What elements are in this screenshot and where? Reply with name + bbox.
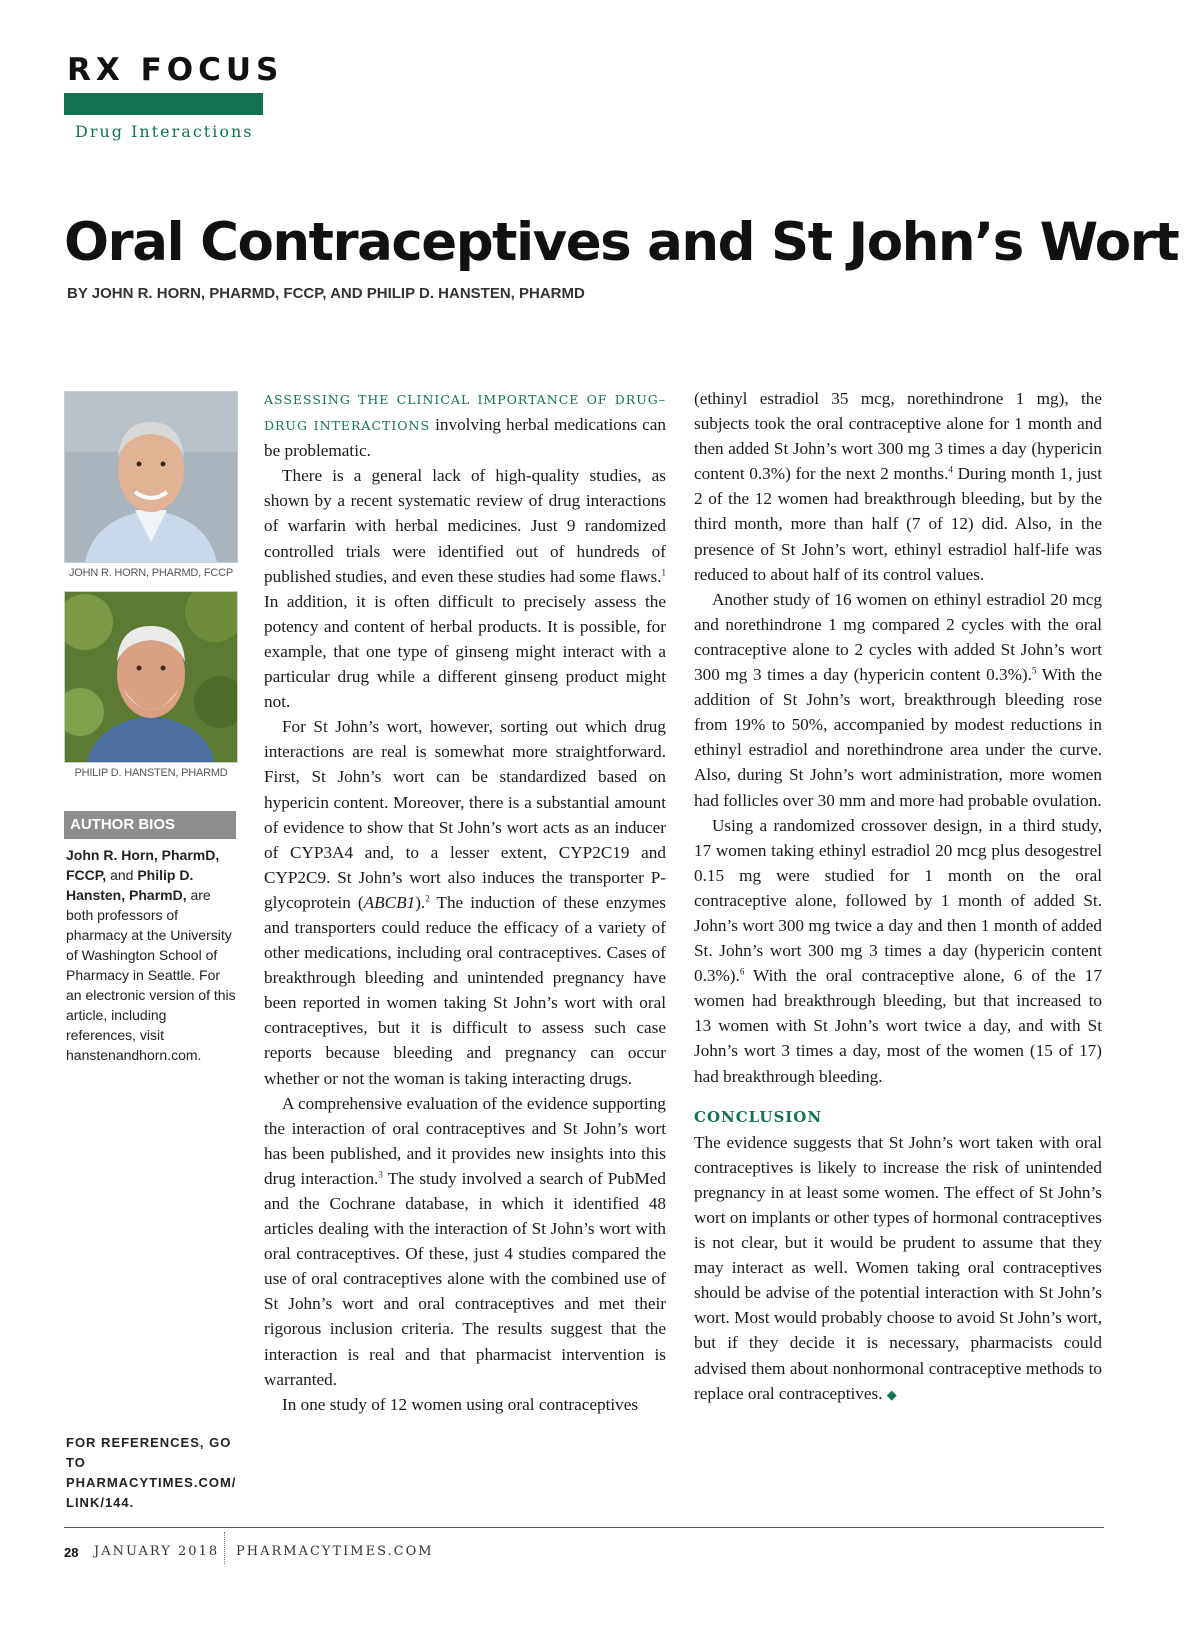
gene-name: ABCB1 [363,892,416,912]
references-note: FOR REFERENCES, GO TO PHARMACYTIMES.COM/ LINK/144. [66,1435,237,1510]
lead-in-caps: ASSESSING THE CLINICAL IMPORTANCE OF DRUG–DRUG INTERACTIONS [264,392,666,434]
article-title: Oral Contraceptives and St John’s Wort [64,212,1179,273]
bio-name-hansten: Philip D. Hansten, PharmD, [66,867,194,903]
photo-caption-hansten: PHILIP D. HANSTEN, PHARMD [74,767,228,779]
footer-divider [224,1532,225,1564]
author-photo-horn [64,391,238,563]
body-paragraph: Another study of 16 women on ethinyl estradiol 20 mcg and norethindrone 1 mg compared 2 cycles with the oral contraceptive alone to 2 cycles with added St John’s wort 300 mg 3 times a day (hypericin content 0.3%).$^5$ With the addition of St John’s wort, breakthrough bleeding rose from 19% to 50%, accompanied by modest reductions in ethinyl estradiol and norethindrone area under the curve. Also, during St John’s wort administration, more women had follicles over 30 mm and more had probable ovulation. [694,589,1102,810]
body-paragraph: In one study of 12 women using oral contraceptives [282,1394,639,1414]
author-photo-hansten [64,591,238,763]
footer-rule [64,1527,1104,1528]
byline: BY JOHN R. HORN, PHARMD, FCCP, AND PHILIP D. HANSTEN, PHARMD [67,285,585,302]
author-bios-heading: AUTHOR BIOS [64,811,236,839]
section-subtitle: Drug Interactions [75,122,254,141]
reference-marker: 4 [948,464,953,475]
body-paragraph: ASSESSING THE CLINICAL IMPORTANCE OF DRUG–DRUG INTERACTIONS involving herbal medications can be problematic. [264,392,667,461]
reference-marker: 1 [661,566,666,577]
body-paragraph: For St John’s wort, however, sorting out which drug interactions are real is somewhat more straightforward. First, St John’s wort can be standardized based on hypericin content. Moreover, there is a substantial amount of evidence to show that St John’s wort acts as an inducer of CYP3A4 and, to a lesser extent, CYP2C19 and CYP2C9. St John’s wort also induces the transporter P-glycoprotein (ABCB1).$^2$ The induction of these enzymes and transporters could reduce the efficacy of a variety of other medications, including oral contraceptives. Cases of breakthrough bleeding and unintended pregnancy have been reported in women taking St John’s wort with oral contraceptives, but it is difficult to assess such case reports because bleeding and pregnancy can occur whether or not the woman is taking interacting drugs. [264,717,667,1088]
body-column-2 [694,386,1102,1407]
section-label: RX FOCUS [67,52,284,88]
issue-date: JANUARY 2018 [94,1544,220,1559]
body-paragraph: Using a randomized crossover design, in a third study, 17 women taking ethinyl estradiol 20 mcg plus desogestrel 0.15 mg were studied for 1 month on the oral contraceptive alone, followed by 1 month of added St. John’s wort 300 mg twice a day and then 1 month of added St. John’s wort 300 mg 3 times a day (hypericin content 0.3%).$^6$ With the oral contraceptive alone, 6 of the 17 women had breakthrough bleeding, but that increased to 13 women with St John’s wort twice a day, and with St John’s wort 3 times a day, most of the women (15 of 17) had breakthrough bleeding. [694,815,1102,1086]
reference-marker: 5 [1031,665,1037,676]
bio-name-horn: John R. Horn, PharmD, FCCP, [66,847,220,883]
reference-marker: 6 [739,966,745,977]
author-bios-text [66,845,238,1065]
body-paragraph: (ethinyl estradiol 35 mcg, norethindrone 1 mg), the subjects took the oral contraceptive alone for 1 month and then added St John’s wort 300 mg 3 times a day (hypericin content 0.3%) for the next 2 months.$^4$ During month 1, just 2 of the 12 women had breakthrough bleeding, but by the third month, more than half (7 of 12) did. Also, in the presence of St John’s wort, ethinyl estradiol half-life was reduced to about half of its control values. [694,389,1103,584]
page-number: 28 [64,1545,79,1560]
photo-caption-horn: JOHN R. HORN, PHARMD, FCCP [68,567,234,579]
bio-and: and [110,867,134,883]
reference-marker: 3 [378,1169,383,1180]
reference-marker: 2 [425,893,430,904]
section-color-bar [64,93,263,115]
body-paragraph: A comprehensive evaluation of the evidence supporting the interaction of oral contraceptives and St John’s wort has been published, and it provides new insights into this drug interaction.$^3$ The study involved a search of PubMed and the Cochrane database, in which it identified 48 articles dealing with the interaction of St John’s wort with oral contraceptives. Of these, just 4 studies compared the use of oral contraceptives alone with the combined use of St John’s wort and oral contraceptives and met their rigorous inclusion criteria. The results suggest that the interaction is real and that pharmacist intervention is warranted. [264,1093,666,1389]
body-column-1 [264,386,666,1417]
conclusion-paragraph: The evidence suggests that St John’s wort taken with oral contraceptives is likely to increase the risk of unintended pregnancy in at least some women. The effect of St John’s wort on implants or other types of hormonal contraceptives is not clear, but it would be prudent to assume that they may interact as well. Women taking oral contraceptives should be advise of the potential interaction with St John’s wort. Most would probably choose to avoid St John’s wort, but if they decide it is necessary, pharmacists could advised them about nonhormonal contraceptive methods to replace oral contraceptives. ◆ [694,1132,1102,1403]
bio-description: are both professors of pharmacy at the University of Washington School of Pharmacy in Seattle. For an electronic version of this article, including references, visit hanstenandhorn.com. [66,887,236,1063]
end-of-article-icon: ◆ [886,1386,897,1402]
body-paragraph: There is a general lack of high-quality studies, as shown by a recent systematic review of drug interactions of warfarin with herbal medicines. Just 9 randomized controlled trials were identified out of hundreds of published studies, and even these studies had some flaws.$^1$ In addition, it is often difficult to precisely assess the potency and content of herbal products. It is possible, for example, that one type of ginseng might interact with a particular drug while a different ginseng product might not. [264,466,666,712]
conclusion-heading: CONCLUSION [694,1107,823,1126]
site-name: PHARMACYTIMES.COM [236,1544,434,1559]
